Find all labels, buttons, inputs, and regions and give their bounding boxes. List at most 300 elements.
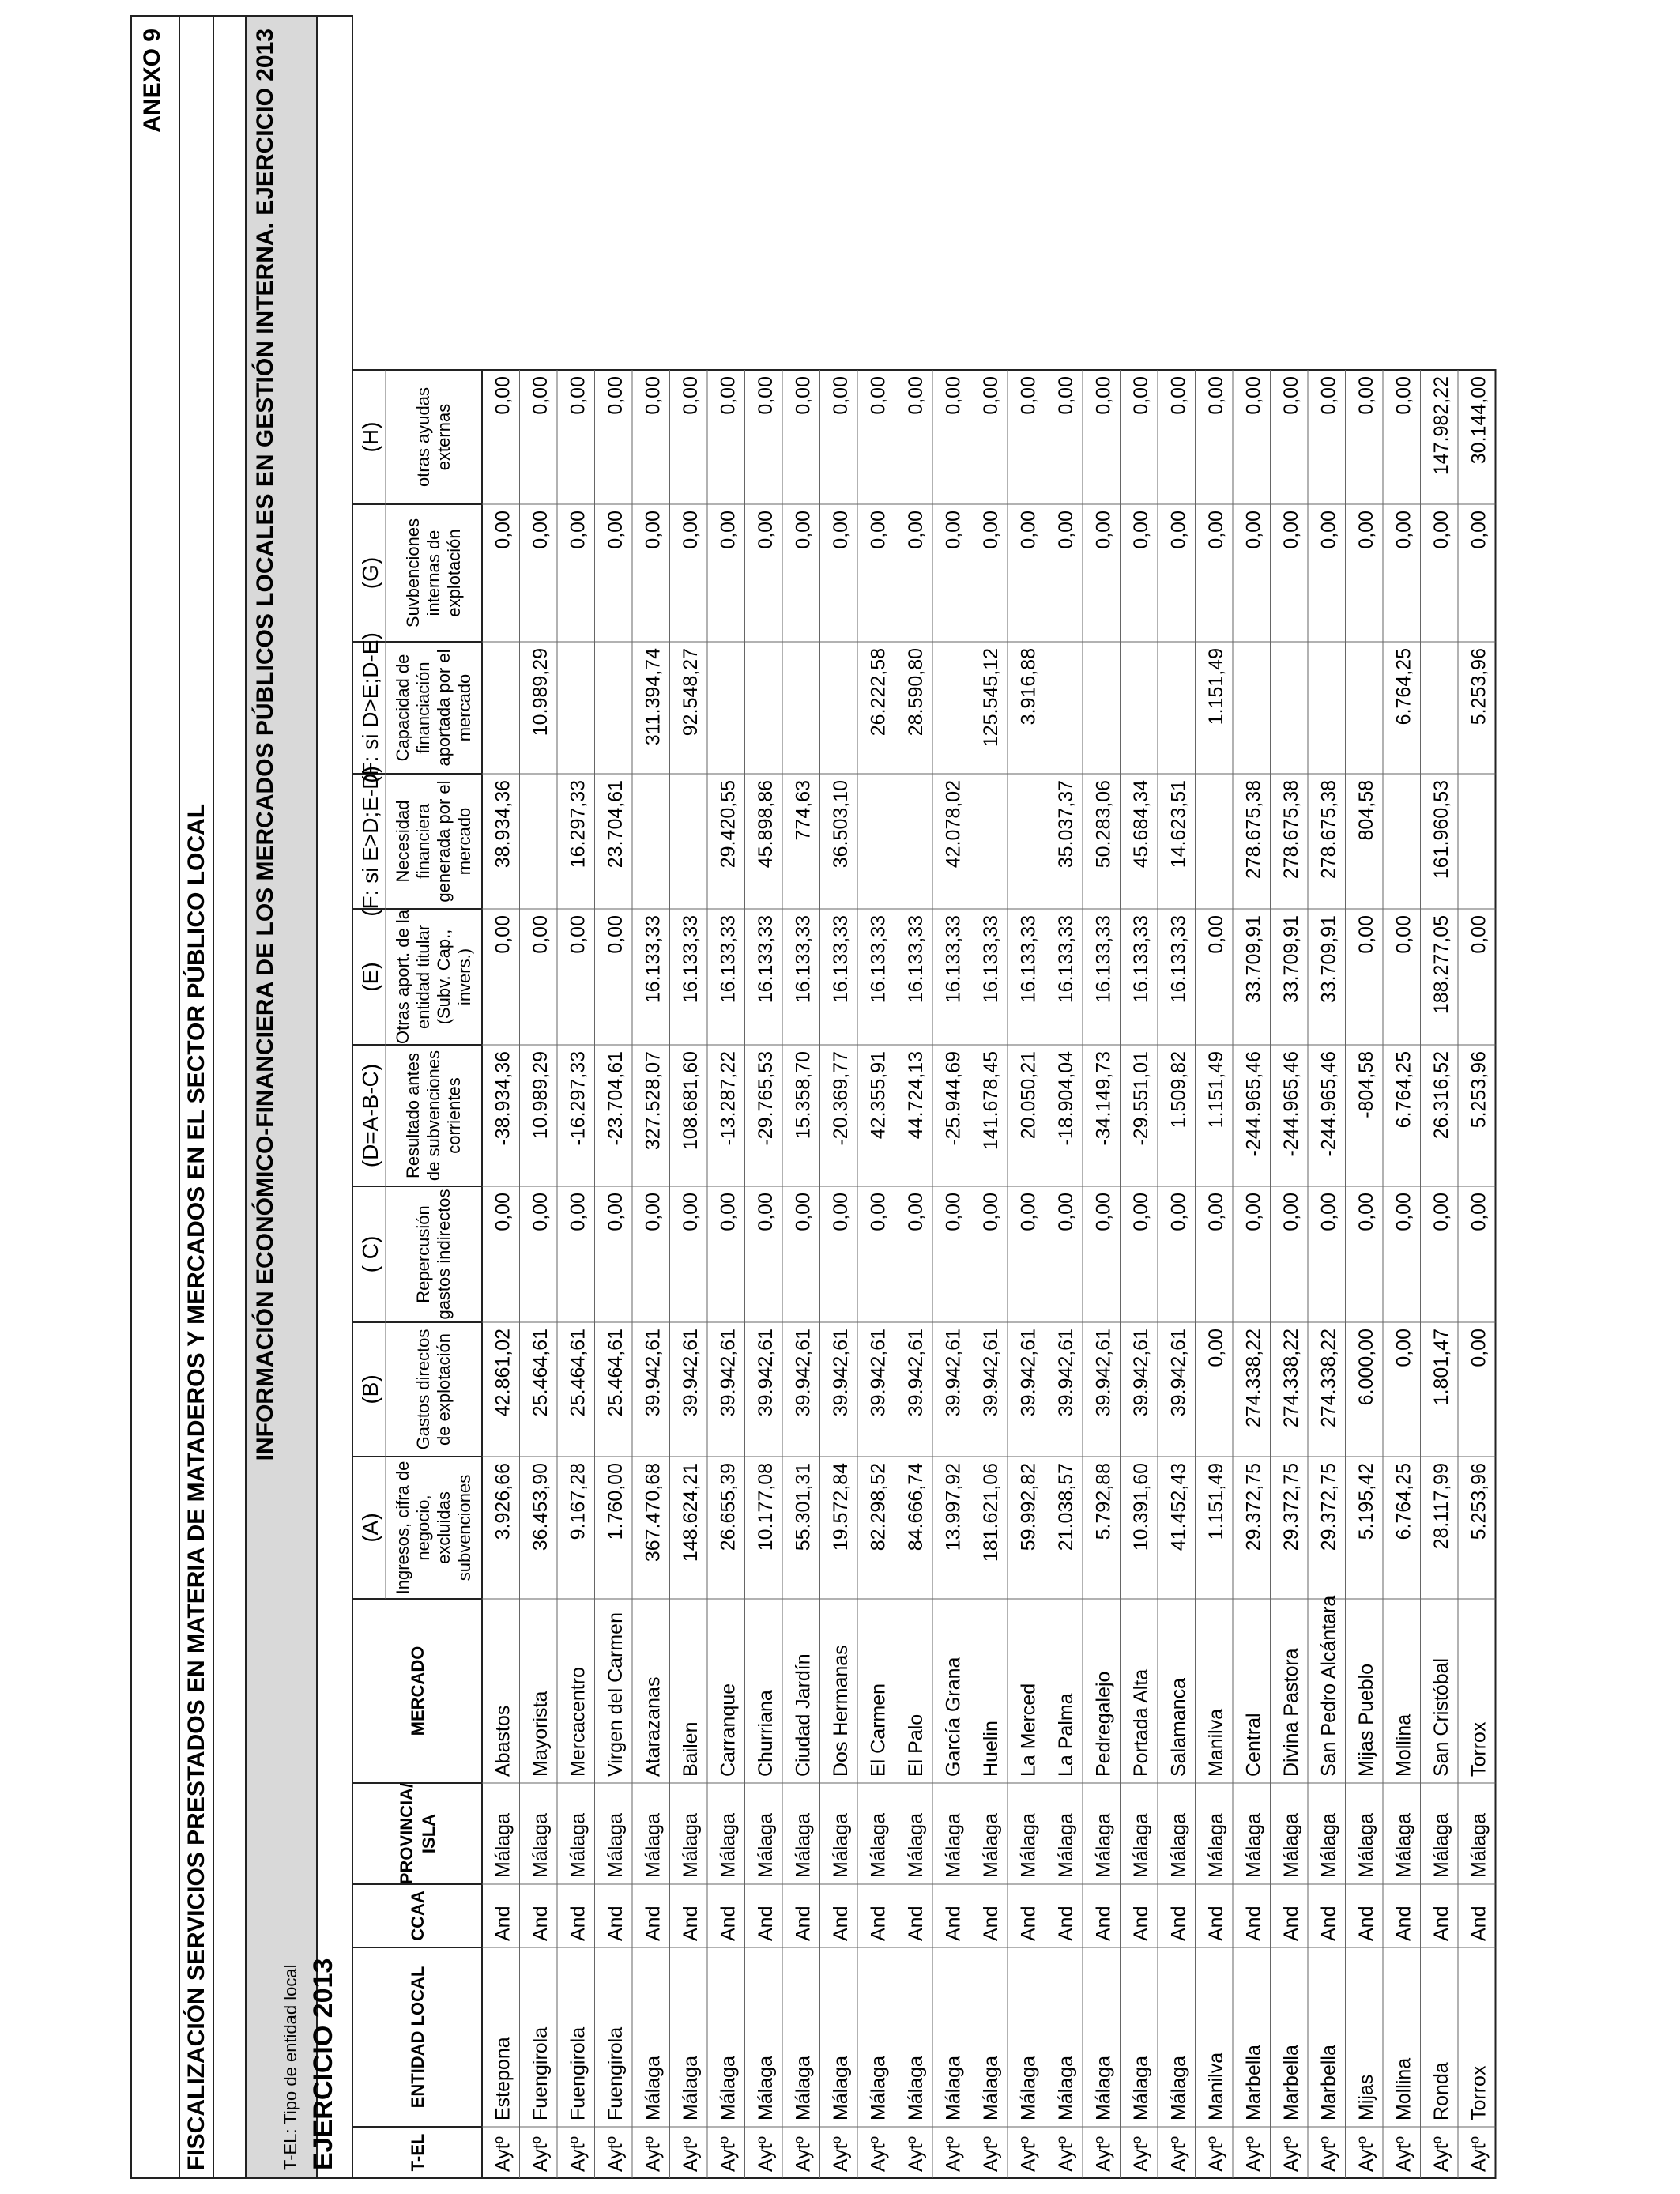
- cell-b: 39.942,61: [755, 1329, 777, 1417]
- cell-mercado: Divina Pastora: [1280, 1648, 1302, 1777]
- cell-provincia: Málaga: [1317, 1813, 1340, 1878]
- cell-d: -804,58: [1355, 1051, 1377, 1118]
- cell-g: 0,00: [1167, 511, 1190, 549]
- column-header-f2: mercado: [454, 673, 474, 742]
- cell-h: 0,00: [492, 376, 514, 415]
- cell-e: 16.133,33: [980, 915, 1002, 1004]
- cell-ccaa: And: [755, 1906, 777, 1941]
- cell-c: 0,00: [567, 1193, 590, 1231]
- cell-c: 0,00: [717, 1193, 740, 1231]
- column-letter-f1: (F: si E>D;E-D): [358, 766, 382, 917]
- column-letter-b: (B): [358, 1374, 382, 1404]
- cell-ccaa: And: [980, 1906, 1002, 1941]
- cell-f1: 45.898,86: [755, 780, 777, 869]
- cell-ccaa: And: [529, 1906, 552, 1941]
- cell-a: 29.372,75: [1242, 1463, 1265, 1551]
- table-row: [1093, 376, 1115, 2172]
- cell-provincia: Málaga: [1355, 1813, 1377, 1878]
- cell-ccaa: And: [1167, 1906, 1190, 1941]
- cell-tel: Aytº: [830, 2136, 852, 2172]
- column-header-a: subvenciones: [454, 1474, 474, 1581]
- cell-d: -16.297,33: [567, 1051, 590, 1146]
- column-header-entidad: ENTIDAD LOCAL: [408, 1966, 428, 2109]
- table-row: [1130, 376, 1152, 2172]
- column-header-c: Repercusión: [413, 1205, 433, 1303]
- column-header-f2: Capacidad de: [393, 654, 412, 762]
- cell-e: 33.709,91: [1317, 915, 1340, 1004]
- column-header-b: Gastos directos: [413, 1329, 433, 1450]
- cell-g: 0,00: [1355, 511, 1377, 549]
- cell-d: -20.369,77: [830, 1051, 852, 1146]
- cell-d: 1.509,82: [1167, 1051, 1190, 1129]
- cell-g: 0,00: [1280, 511, 1302, 549]
- cell-e: 16.133,33: [1017, 915, 1040, 1004]
- cell-d: -23.704,61: [605, 1051, 627, 1146]
- cell-a: 41.452,43: [1167, 1463, 1190, 1551]
- cell-mercado: Virgen del Carmen: [605, 1612, 627, 1777]
- column-header-mercado: MERCADO: [408, 1646, 428, 1736]
- cell-c: 0,00: [905, 1193, 927, 1231]
- cell-c: 0,00: [680, 1193, 702, 1231]
- table-row: [905, 376, 927, 2172]
- cell-entidad: Málaga: [1017, 2056, 1040, 2120]
- cell-mercado: Mercacentro: [567, 1667, 590, 1777]
- cell-mercado: El Palo: [905, 1713, 927, 1777]
- cell-e: 0,00: [1355, 915, 1377, 954]
- cell-provincia: Málaga: [1167, 1813, 1190, 1878]
- cell-f2: 10.989,29: [529, 648, 552, 737]
- cell-provincia: Málaga: [830, 1813, 852, 1878]
- cell-f1: 29.420,55: [717, 780, 740, 869]
- cell-tel: Aytº: [1242, 2136, 1265, 2172]
- cell-b: 39.942,61: [1130, 1329, 1152, 1417]
- cell-f1: 45.684,34: [1130, 780, 1152, 869]
- cell-g: 0,00: [905, 511, 927, 549]
- table-row: [1055, 376, 1077, 2172]
- table-row: [868, 376, 890, 2172]
- cell-a: 19.572,84: [830, 1463, 852, 1551]
- cell-ccaa: And: [942, 1906, 965, 1941]
- cell-c: 0,00: [1092, 1193, 1115, 1231]
- cell-ccaa: And: [1392, 1906, 1415, 1941]
- cell-e: 16.133,33: [755, 915, 777, 1004]
- table-row: [943, 376, 965, 2172]
- cell-b: 39.942,61: [980, 1329, 1002, 1417]
- cell-h: 0,00: [1055, 376, 1077, 415]
- cell-a: 5.792,88: [1092, 1463, 1115, 1540]
- cell-a: 148.624,21: [680, 1463, 702, 1563]
- cell-tel: Aytº: [1355, 2136, 1377, 2172]
- column-header-provincia: ISLA: [419, 1813, 439, 1854]
- cell-h: 0,00: [1355, 376, 1377, 415]
- table-row: [980, 376, 1002, 2172]
- cell-tel: Aytº: [717, 2136, 740, 2172]
- cell-mercado: Huelin: [980, 1721, 1002, 1777]
- cell-h: 0,00: [1280, 376, 1302, 415]
- cell-provincia: Málaga: [1467, 1813, 1490, 1878]
- cell-tel: Aytº: [792, 2136, 815, 2172]
- cell-tel: Aytº: [1205, 2136, 1227, 2172]
- cell-d: 1.151,49: [1205, 1051, 1227, 1129]
- cell-e: 16.133,33: [867, 915, 890, 1004]
- cell-f1: 23.704,61: [605, 780, 627, 869]
- table-row: [1393, 376, 1415, 2172]
- cell-entidad: Mijas: [1355, 2074, 1377, 2120]
- cell-g: 0,00: [1392, 511, 1415, 549]
- cell-b: 39.942,61: [942, 1329, 965, 1417]
- table-row: [1280, 376, 1302, 2172]
- cell-entidad: Málaga: [642, 2056, 665, 2120]
- cell-a: 1.760,00: [605, 1463, 627, 1540]
- cell-c: 0,00: [792, 1193, 815, 1231]
- cell-d: 5.253,96: [1467, 1051, 1490, 1129]
- cell-b: 39.942,61: [717, 1329, 740, 1417]
- cell-g: 0,00: [642, 511, 665, 549]
- table-row: [1243, 376, 1265, 2172]
- cell-b: 39.942,61: [905, 1329, 927, 1417]
- column-letter-d: (D=A-B-C): [358, 1063, 382, 1168]
- cell-h: 0,00: [755, 376, 777, 415]
- cell-provincia: Málaga: [1242, 1813, 1265, 1878]
- cell-a: 3.926,66: [492, 1463, 514, 1540]
- cell-tel: Aytº: [1467, 2136, 1490, 2172]
- cell-g: 0,00: [792, 511, 815, 549]
- cell-c: 0,00: [1017, 1193, 1040, 1231]
- cell-c: 0,00: [942, 1193, 965, 1231]
- cell-b: 6.000,00: [1355, 1329, 1377, 1406]
- column-header-tel: T-EL: [408, 2133, 428, 2172]
- cell-f1: 42.078,02: [942, 780, 965, 869]
- column-header-provincia: PROVINCIA/: [397, 1782, 416, 1885]
- cell-tel: Aytº: [942, 2136, 965, 2172]
- cell-g: 0,00: [567, 511, 590, 549]
- column-header-f2: aportada por el: [434, 649, 454, 767]
- cell-provincia: Málaga: [680, 1813, 702, 1878]
- table-header: [352, 370, 482, 2178]
- annex-label: ANEXO 9: [139, 28, 165, 133]
- cell-e: 0,00: [492, 915, 514, 954]
- cell-ccaa: And: [792, 1906, 815, 1941]
- cell-f1: 50.283,06: [1092, 780, 1115, 869]
- cell-h: 0,00: [1130, 376, 1152, 415]
- column-header-a: excluidas: [434, 1491, 454, 1564]
- cell-g: 0,00: [1092, 511, 1115, 549]
- cell-b: 0,00: [1467, 1329, 1490, 1367]
- cell-d: 26.316,52: [1430, 1051, 1452, 1140]
- cell-b: 39.942,61: [830, 1329, 852, 1417]
- column-header-d: de subvenciones: [424, 1050, 443, 1182]
- cell-g: 0,00: [1017, 511, 1040, 549]
- cell-e: 0,00: [567, 915, 590, 954]
- column-letter-a: (A): [358, 1513, 382, 1543]
- cell-a: 6.764,25: [1392, 1463, 1415, 1540]
- column-header-f1: financiera: [413, 803, 433, 880]
- cell-e: 33.709,91: [1280, 915, 1302, 1004]
- cell-e: 0,00: [1392, 915, 1415, 954]
- cell-provincia: Málaga: [1205, 1813, 1227, 1878]
- cell-entidad: Fuengirola: [567, 2026, 590, 2120]
- cell-ccaa: And: [905, 1906, 927, 1941]
- cell-d: -244.965,46: [1280, 1051, 1302, 1157]
- document-title: FISCALIZACIÓN SERVICIOS PRESTADOS EN MATERIA DE MATADEROS Y MERCADOS EN EL SECTOR PÚBLICO LOCAL: [183, 803, 209, 2170]
- cell-ccaa: And: [1092, 1906, 1115, 1941]
- cell-g: 0,00: [1242, 511, 1265, 549]
- cell-h: 0,00: [567, 376, 590, 415]
- column-header-e: Otras aport. de la: [393, 910, 412, 1044]
- cell-ccaa: And: [1430, 1906, 1452, 1941]
- cell-provincia: Málaga: [1092, 1813, 1115, 1878]
- cell-tel: Aytº: [1280, 2136, 1302, 2172]
- cell-g: 0,00: [830, 511, 852, 549]
- cell-b: 39.942,61: [642, 1329, 665, 1417]
- cell-e: 16.133,33: [942, 915, 965, 1004]
- cell-f1: 35.037,37: [1055, 780, 1077, 869]
- cell-provincia: Málaga: [792, 1813, 815, 1878]
- cell-entidad: Fuengirola: [529, 2026, 552, 2120]
- cell-g: 0,00: [1055, 511, 1077, 549]
- cell-b: 25.464,61: [567, 1329, 590, 1417]
- cell-a: 29.372,75: [1317, 1463, 1340, 1551]
- cell-c: 0,00: [492, 1193, 514, 1231]
- year-label: EJERCICIO 2013: [308, 1958, 338, 2170]
- cell-d: 44.724,13: [905, 1051, 927, 1140]
- cell-tel: Aytº: [905, 2136, 927, 2172]
- cell-a: 5.253,96: [1467, 1463, 1490, 1540]
- cell-e: 0,00: [605, 915, 627, 954]
- cell-c: 0,00: [1392, 1193, 1415, 1231]
- cell-e: 33.709,91: [1242, 915, 1265, 1004]
- cell-h: 0,00: [605, 376, 627, 415]
- cell-h: 147.982,22: [1430, 376, 1452, 476]
- column-header-f1: mercado: [454, 807, 474, 876]
- cell-entidad: Málaga: [942, 2056, 965, 2120]
- table-body: [482, 370, 1496, 2178]
- cell-mercado: Ciudad Jardín: [792, 1653, 815, 1777]
- cell-e: 0,00: [1467, 915, 1490, 954]
- cell-provincia: Málaga: [1017, 1813, 1040, 1878]
- cell-entidad: Málaga: [1055, 2056, 1077, 2120]
- cell-b: 1.801,47: [1430, 1329, 1452, 1406]
- column-header-f1: Necesidad: [393, 800, 412, 883]
- table-row: [1468, 376, 1490, 2172]
- cell-mercado: García Grana: [942, 1657, 965, 1777]
- cell-h: 0,00: [1017, 376, 1040, 415]
- cell-ccaa: And: [642, 1906, 665, 1941]
- cell-g: 0,00: [755, 511, 777, 549]
- cell-mercado: Dos Hermanas: [830, 1645, 852, 1777]
- cell-h: 0,00: [1205, 376, 1227, 415]
- column-header-e: entidad titular: [413, 924, 433, 1030]
- cell-tel: Aytº: [1167, 2136, 1190, 2172]
- cell-f1: 774,63: [792, 780, 815, 841]
- cell-mercado: Bailen: [680, 1721, 702, 1777]
- column-header-h: otras ayudas: [413, 387, 433, 487]
- cell-ccaa: And: [717, 1906, 740, 1941]
- cell-e: 0,00: [1205, 915, 1227, 954]
- cell-g: 0,00: [1317, 511, 1340, 549]
- cell-h: 0,00: [830, 376, 852, 415]
- cell-entidad: Málaga: [717, 2056, 740, 2120]
- cell-tel: Aytº: [1017, 2136, 1040, 2172]
- cell-d: 10.989,29: [529, 1051, 552, 1140]
- table-row: [642, 376, 665, 2172]
- cell-a: 367.470,68: [642, 1463, 665, 1563]
- cell-a: 59.992,82: [1017, 1463, 1040, 1551]
- column-header-a: Ingresos, cifra de: [393, 1461, 412, 1595]
- cell-provincia: Málaga: [492, 1813, 514, 1878]
- cell-ccaa: And: [867, 1906, 890, 1941]
- cell-h: 0,00: [1392, 376, 1415, 415]
- cell-b: 39.942,61: [1092, 1329, 1115, 1417]
- cell-c: 0,00: [529, 1193, 552, 1231]
- cell-tel: Aytº: [567, 2136, 590, 2172]
- cell-tel: Aytº: [642, 2136, 665, 2172]
- column-header-d: corrientes: [444, 1077, 464, 1154]
- cell-entidad: Mollina: [1392, 2057, 1415, 2120]
- cell-f2: 92.548,27: [680, 648, 702, 737]
- cell-e: 188.277,05: [1430, 915, 1452, 1015]
- cell-d: 20.050,21: [1017, 1051, 1040, 1140]
- cell-g: 0,00: [1467, 511, 1490, 549]
- column-letter-c: ( C): [358, 1235, 382, 1273]
- cell-tel: Aytº: [1430, 2136, 1452, 2172]
- cell-b: 39.942,61: [1017, 1329, 1040, 1417]
- cell-h: 0,00: [1242, 376, 1265, 415]
- cell-e: 16.133,33: [717, 915, 740, 1004]
- cell-ccaa: And: [567, 1906, 590, 1941]
- cell-c: 0,00: [605, 1193, 627, 1231]
- cell-provincia: Málaga: [1430, 1813, 1452, 1878]
- cell-entidad: Málaga: [755, 2056, 777, 2120]
- cell-b: 274.338,22: [1242, 1329, 1265, 1428]
- table-row: [755, 376, 777, 2172]
- cell-mercado: Mayorista: [529, 1691, 552, 1777]
- cell-ccaa: And: [1055, 1906, 1077, 1941]
- cell-a: 84.666,74: [905, 1463, 927, 1551]
- cell-e: 0,00: [529, 915, 552, 954]
- cell-h: 0,00: [529, 376, 552, 415]
- cell-g: 0,00: [680, 511, 702, 549]
- cell-c: 0,00: [755, 1193, 777, 1231]
- table-row: [1168, 376, 1190, 2172]
- cell-tel: Aytº: [1092, 2136, 1115, 2172]
- cell-g: 0,00: [1205, 511, 1227, 549]
- cell-d: -244.965,46: [1317, 1051, 1340, 1157]
- cell-c: 0,00: [1467, 1193, 1490, 1231]
- cell-h: 0,00: [792, 376, 815, 415]
- cell-f1: 38.934,36: [492, 780, 514, 869]
- cell-f1: 278.675,38: [1317, 780, 1340, 880]
- cell-e: 16.133,33: [1092, 915, 1115, 1004]
- cell-entidad: Torrox: [1467, 2065, 1490, 2120]
- column-letter-e: (E): [358, 962, 382, 992]
- cell-entidad: Málaga: [792, 2056, 815, 2120]
- cell-h: 30.144,00: [1467, 376, 1490, 465]
- cell-ccaa: And: [680, 1906, 702, 1941]
- cell-c: 0,00: [867, 1193, 890, 1231]
- column-header-d: Resultado antes: [403, 1053, 423, 1178]
- cell-d: 42.355,91: [867, 1051, 890, 1140]
- cell-d: -25.944,69: [942, 1051, 965, 1146]
- cell-mercado: Mollina: [1392, 1713, 1415, 1777]
- cell-tel: Aytº: [605, 2136, 627, 2172]
- cell-f1: 804,58: [1355, 780, 1377, 841]
- cell-d: -34.149,73: [1092, 1051, 1115, 1146]
- cell-h: 0,00: [980, 376, 1002, 415]
- cell-entidad: Málaga: [1092, 2056, 1115, 2120]
- cell-a: 10.177,08: [755, 1463, 777, 1551]
- cell-b: 39.942,61: [867, 1329, 890, 1417]
- cell-f1: 161.960,53: [1430, 780, 1452, 880]
- cell-mercado: Atarazanas: [642, 1676, 665, 1777]
- cell-e: 16.133,33: [792, 915, 815, 1004]
- cell-a: 5.195,42: [1355, 1463, 1377, 1540]
- cell-provincia: Málaga: [1392, 1813, 1415, 1878]
- cell-c: 0,00: [830, 1193, 852, 1231]
- cell-entidad: Estepona: [492, 2037, 514, 2120]
- cell-b: 274.338,22: [1317, 1329, 1340, 1428]
- cell-mercado: Carranque: [717, 1683, 740, 1777]
- table-row: [1355, 376, 1377, 2172]
- cell-provincia: Málaga: [717, 1813, 740, 1878]
- cell-entidad: Málaga: [905, 2056, 927, 2120]
- cell-mercado: San Cristóbal: [1430, 1657, 1452, 1777]
- cell-mercado: Torrox: [1467, 1721, 1490, 1777]
- column-header-g: Suvbenciones: [403, 518, 423, 628]
- cell-e: 16.133,33: [1130, 915, 1152, 1004]
- cell-g: 0,00: [717, 511, 740, 549]
- cell-ccaa: And: [1355, 1906, 1377, 1941]
- cell-h: 0,00: [1317, 376, 1340, 415]
- cell-entidad: Manilva: [1205, 2052, 1227, 2120]
- cell-f1: 278.675,38: [1280, 780, 1302, 880]
- cell-entidad: Fuengirola: [605, 2026, 627, 2120]
- cell-b: 0,00: [1205, 1329, 1227, 1367]
- cell-b: 39.942,61: [1055, 1329, 1077, 1417]
- column-header-a: negocio,: [413, 1495, 433, 1561]
- cell-c: 0,00: [1317, 1193, 1340, 1231]
- cell-ccaa: And: [492, 1906, 514, 1941]
- cell-c: 0,00: [1205, 1193, 1227, 1231]
- cell-d: 108.681,60: [680, 1051, 702, 1151]
- cell-provincia: Málaga: [867, 1813, 890, 1878]
- column-header-g: explotación: [444, 529, 464, 617]
- cell-f2: 125.545,12: [980, 648, 1002, 748]
- legend-note: T-EL: Tipo de entidad local: [281, 1964, 300, 2170]
- cell-h: 0,00: [942, 376, 965, 415]
- cell-b: 42.861,02: [492, 1329, 514, 1417]
- cell-g: 0,00: [1430, 511, 1452, 549]
- cell-h: 0,00: [905, 376, 927, 415]
- table-row: [529, 376, 552, 2172]
- cell-provincia: Málaga: [1130, 1813, 1152, 1878]
- cell-mercado: Portada Alta: [1130, 1668, 1152, 1777]
- cell-provincia: Málaga: [1280, 1813, 1302, 1878]
- cell-provincia: Málaga: [605, 1813, 627, 1878]
- cell-h: 0,00: [867, 376, 890, 415]
- cell-mercado: Churriana: [755, 1690, 777, 1777]
- cell-e: 16.133,33: [1167, 915, 1190, 1004]
- cell-g: 0,00: [942, 511, 965, 549]
- cell-f1: 16.297,33: [567, 780, 590, 869]
- column-header-e: (Subv. Cap.,: [434, 929, 454, 1025]
- cell-d: -18.904,04: [1055, 1051, 1077, 1146]
- cell-tel: Aytº: [1392, 2136, 1415, 2172]
- column-header-e: invers.): [454, 948, 474, 1006]
- cell-a: 26.655,39: [717, 1463, 740, 1551]
- cell-e: 16.133,33: [905, 915, 927, 1004]
- cell-b: 274.338,22: [1280, 1329, 1302, 1428]
